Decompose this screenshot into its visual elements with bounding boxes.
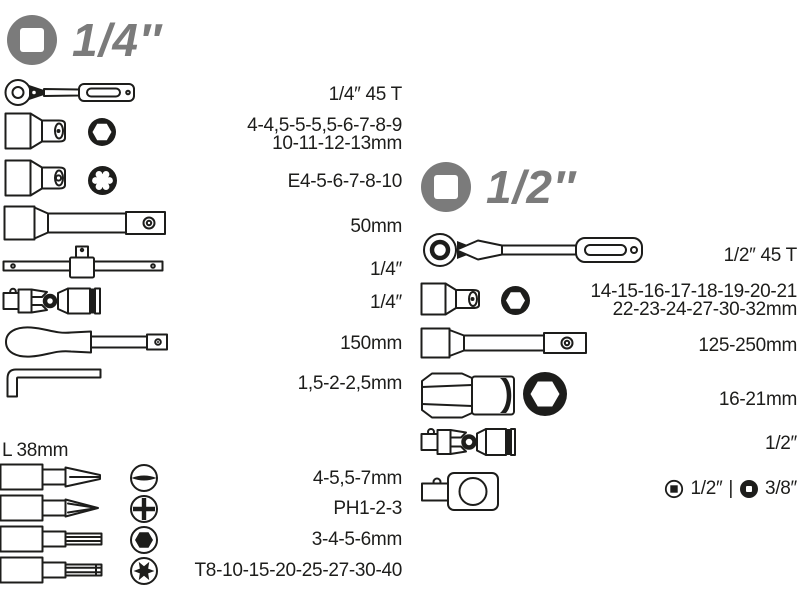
quarter-etorx-label: E4-5-6-7-8-10 xyxy=(287,171,402,192)
half-heading-label: 1/2″ xyxy=(486,161,576,213)
phillips-bit-illustration xyxy=(0,493,104,523)
quarter-tbar-label: 1/4″ xyxy=(370,259,402,280)
adapter-male-label: 3/8″ xyxy=(765,478,797,499)
half-sockets-label xyxy=(591,283,797,319)
quarter-sockets-label-line1: 4-4,5-5-5,5-6-7-8-9 xyxy=(247,115,402,136)
quarter-universal-joint-illustration xyxy=(2,283,102,319)
quarter-sockets-label xyxy=(247,117,402,153)
half-sockets-label-line1: 14-15-16-17-18-19-20-21 xyxy=(590,281,797,302)
half-drive-heading xyxy=(420,160,576,214)
quarter-etorx-socket-illustration xyxy=(4,159,72,197)
hex-profile-icon xyxy=(522,371,568,417)
phillips-bit-icon xyxy=(129,494,159,524)
female-drive-icon xyxy=(664,479,684,499)
half-joint-label: 1/2″ xyxy=(765,433,797,454)
hex-bit-illustration xyxy=(0,524,104,554)
quarter-hex-key-illustration xyxy=(3,368,103,398)
hex-bit-icon xyxy=(129,525,159,555)
half-extension-illustration xyxy=(420,327,588,359)
quarter-joint-label: 1/4″ xyxy=(370,292,402,313)
torx-profile-icon xyxy=(87,165,118,196)
slotted-bit-illustration xyxy=(0,462,104,492)
adapter-female-label: 1/2″ xyxy=(690,478,723,499)
quarter-ratchet-label: 1/4″ 45 T xyxy=(328,84,402,105)
phillips-bits-label: PH1-2-3 xyxy=(333,498,402,519)
hex-profile-icon xyxy=(500,285,531,316)
adapter-separator: | xyxy=(728,478,734,499)
torx-bits-label: T8-10-15-20-25-27-30-40 xyxy=(194,560,402,581)
half-socket-illustration xyxy=(420,282,486,316)
quarter-handle-label: 150mm xyxy=(340,333,402,354)
quarter-extension-label: 50mm xyxy=(350,216,402,237)
square-drive-icon xyxy=(6,14,58,66)
quarter-drive-heading xyxy=(6,13,162,67)
half-ratchet-label: 1/2″ 45 T xyxy=(723,245,797,266)
half-spark-label: 16-21mm xyxy=(718,389,797,410)
adapter-drive-note xyxy=(664,478,797,500)
hex-profile-icon xyxy=(87,117,117,147)
half-spark-socket-illustration xyxy=(420,372,518,419)
torx-bit-illustration xyxy=(0,555,104,585)
quarter-extension-illustration xyxy=(3,205,167,241)
quarter-heading-label: 1/4″ xyxy=(72,14,162,66)
slotted-bits-label: 4-5,5-7mm xyxy=(312,468,402,489)
torx-bit-icon xyxy=(129,556,159,586)
quarter-tbar-illustration xyxy=(2,245,164,280)
quarter-socket-illustration xyxy=(4,112,72,150)
half-universal-joint-illustration xyxy=(420,424,516,460)
slotted-bit-icon xyxy=(129,463,159,493)
half-ratchet-illustration xyxy=(420,230,646,270)
hex-bits-label: 3-4-5-6mm xyxy=(311,529,402,550)
quarter-ratchet-illustration xyxy=(3,77,137,108)
square-drive-icon xyxy=(420,161,472,213)
half-adapter-illustration xyxy=(420,469,500,513)
quarter-spinner-handle-illustration xyxy=(3,322,169,362)
quarter-sockets-label-line2: 10-11-12-13mm xyxy=(272,133,402,154)
half-sockets-label-line2: 22-23-24-27-30-32mm xyxy=(612,299,797,320)
male-drive-icon xyxy=(739,479,759,499)
bits-length-label: L 38mm xyxy=(2,440,69,461)
half-extension-label: 125-250mm xyxy=(698,335,797,356)
quarter-hexkey-label: 1,5-2-2,5mm xyxy=(297,373,402,394)
